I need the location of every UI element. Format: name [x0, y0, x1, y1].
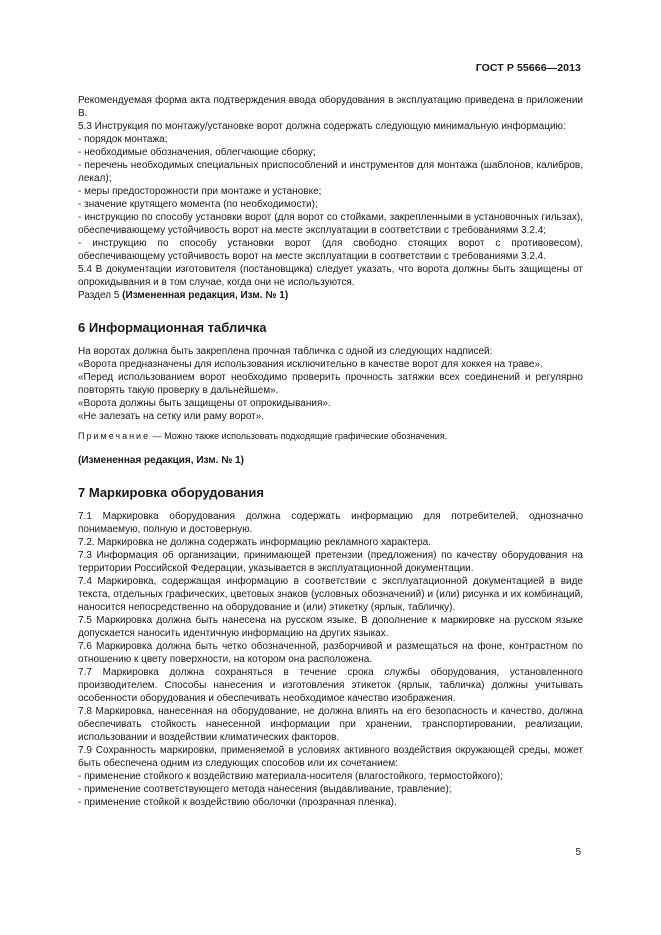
paragraph: 7.5 Маркировка должна быть нанесена на русском языке. В дополнение к маркировке на русском языке допускается наносить идентичную информацию на других языках. [78, 615, 583, 639]
page-content [78, 94, 583, 809]
note [78, 430, 583, 443]
list-item: - применение стойкого к воздействию материала-носителя (влагостойкого, термостойкого); [78, 771, 503, 782]
amendment-prefix: Раздел 5 [78, 290, 123, 301]
list-item: - инструкцию по способу установки ворот (для ворот со стойками, закрепленными в установочных гильзах), обеспечивающему устойчивость ворот на месте эксплуатации в соответствии с требованиями 3.2.4; [78, 212, 583, 236]
paragraph: 5.4 В документации изготовителя (постановщика) следует указать, что ворота должны быть защищены от опрокидывания и в том случае, когда они не используются. [78, 264, 583, 288]
paragraph: 7.1 Маркировка оборудования должна содержать информацию для потребителей, однозначно понимаемую, полную и достоверную. [78, 511, 583, 535]
list-item: - порядок монтажа; [78, 134, 168, 145]
list-item: - меры предосторожности при монтаже и установке; [78, 186, 322, 197]
paragraph: 7.8 Маркировка, нанесенная на оборудование, не должна влиять на его безопасность и качество, должна обеспечивать стойкость нанесенной информации при хранении, транспортировании, реализации, использовании и воздействии климатических факторов. [78, 706, 583, 743]
amendment-note [78, 289, 583, 302]
list-item: - инструкцию по способу установки ворот (для свободно стоящих ворот с противовесом), обеспечивающему устойчивость ворот на месте эксплуатации в соответствии с требованиями 3.2.4. [78, 238, 583, 262]
list-item: - применение стойкой к воздействию оболочки (прозрачная пленка). [78, 797, 397, 808]
paragraph: На воротах должна быть закреплена прочная табличка с одной из следующих надписей: [78, 346, 493, 357]
section-6-title: 6 Информационная табличка [78, 320, 267, 335]
amendment-note: (Измененная редакция, Изм. № 1) [78, 455, 245, 466]
standard-designation: ГОСТ Р 55666—2013 [475, 62, 581, 74]
list-item: - необходимые обозначения, облегчающие сборку; [78, 147, 316, 158]
paragraph: «Ворота предназначены для использования исключительно в качестве ворот для хоккея на траве». [78, 359, 543, 370]
paragraph: 7.6 Маркировка должна быть четко обозначенной, разборчивой и размещаться на фоне, контрастном по отношению к цвету поверхности, на котором она расположена. [78, 641, 583, 665]
paragraph: 7.7 Маркировка должна сохраняться в течение срока службы оборудования, установленного производителем. Способы нанесения и изготовления этикеток (ярлык, табличка) должны учитывать особенности оборудования и обеспечивать необходимое качество изображения. [78, 667, 583, 704]
list-item: - перечень необходимых специальных приспособлений и инструментов для монтажа (шаблонов, калибров, лекал); [78, 160, 583, 184]
list-item: - применение соответствующего метода нанесения (выдавливание, травление); [78, 784, 452, 795]
paragraph: 7.2. Маркировка не должна содержать информацию рекламного характера. [78, 537, 432, 548]
paragraph: 7.9 Сохранность маркировки, применяемой в условиях активного воздействия окружающей среды, может быть обеспечена одним из следующих способов или их сочетанием: [78, 745, 583, 769]
section-7-title: 7 Маркировка оборудования [78, 485, 264, 500]
paragraph: 7.3 Информация об организации, принимающей претензии (предложения) по качеству оборудования на территории Российской Федерации, указывается в эксплуатационной документации. [78, 550, 583, 574]
paragraph: 5.3 Инструкция по монтажу/установке ворот должна содержать следующую минимальную информацию: [78, 121, 566, 132]
page-number: 5 [575, 847, 581, 858]
paragraph: «Не залезать на сетку или раму ворот». [78, 411, 265, 422]
paragraph: «Перед использованием ворот необходимо проверить прочность затяжки всех соединений и регулярно повторять такую проверку в дальнейшем». [78, 372, 583, 396]
paragraph: «Ворота должны быть защищены от опрокидывания». [78, 398, 331, 409]
paragraph: 7.4 Маркировка, содержащая информацию в соответствии с эксплуатационной документацией в виде текста, отдельных графических, цветовых знаков (условных обозначений) и (или) рисунка и их комбинаций, наносится непосредственно на оборудование и (или) этикетку (ярлык, табличку). [78, 576, 583, 613]
note-label: Примечание [78, 431, 151, 441]
paragraph-text: Рекомендуемая форма акта подтверждения ввода оборудования в эксплуатацию приведена в приложении В. [78, 95, 583, 119]
list-item: - значение крутящего момента (по необходимости); [78, 199, 318, 210]
paragraph [78, 94, 583, 120]
note-text: — Можно также использовать подходящие графические обозначения. [150, 431, 448, 441]
amendment-text: (Измененная редакция, Изм. № 1) [122, 290, 289, 301]
